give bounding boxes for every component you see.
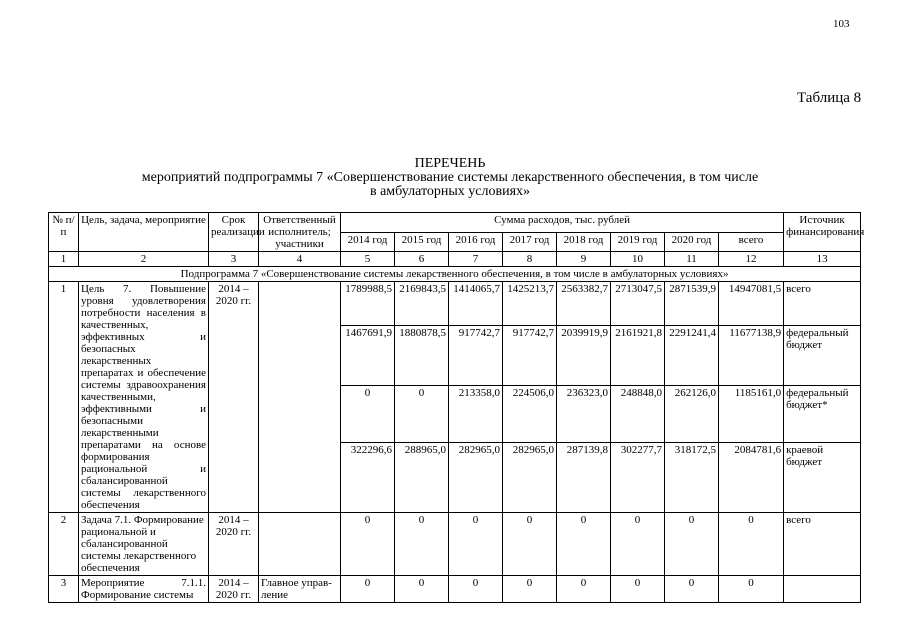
document-title: ПЕРЕЧЕНЬ [414,156,486,171]
header-year: 2019 год [611,232,665,252]
amount-cell: 248848,0 [611,385,665,442]
amount-cell: 0 [395,513,449,576]
header-goal: Цель, задача, мероприятие [79,213,209,252]
header-num: № п/п [49,213,79,252]
amount-cell: 0 [503,576,557,603]
header-year: 2015 год [395,232,449,252]
amount-cell: 2871539,9 [665,282,719,326]
document-subtitle-line-2: в амбулаторных условиях» [369,184,531,199]
amount-cell: 282965,0 [503,443,557,513]
table-row [49,513,861,576]
term-text: 2014 – 2020 гг. [209,576,259,603]
source-cell: краевой бюджет [784,443,861,513]
header-year: 2018 год [557,232,611,252]
header-term: Срок реализации [209,213,259,252]
amount-cell: 0 [395,385,449,442]
row-number: 1 [49,282,79,513]
table-row [49,576,861,603]
column-number: 9 [557,252,611,267]
header-year: 2014 год [341,232,395,252]
amount-total-cell: 11677138,9 [719,326,784,386]
page-number: 103 [833,18,850,30]
amount-cell: 1467691,9 [341,326,395,386]
column-number: 5 [341,252,395,267]
amount-cell: 1414065,7 [449,282,503,326]
amount-total-cell: 2084781,6 [719,443,784,513]
amount-cell: 224506,0 [503,385,557,442]
source-cell: федеральный бюджет [784,326,861,386]
amount-cell: 2169843,5 [395,282,449,326]
executor-text: Главное управ-ление [259,576,341,603]
amount-cell: 0 [557,576,611,603]
column-number: 13 [784,252,861,267]
column-numbers-row [49,252,861,267]
header-year: 2020 год [665,232,719,252]
column-number: 10 [611,252,665,267]
amount-cell: 2713047,5 [611,282,665,326]
amount-total-cell: 0 [719,576,784,603]
amount-cell: 302277,7 [611,443,665,513]
amount-cell: 0 [341,513,395,576]
amount-cell: 2039919,9 [557,326,611,386]
amount-total-cell: 0 [719,513,784,576]
table-row [49,282,861,326]
column-number: 7 [449,252,503,267]
amount-cell: 0 [341,576,395,603]
amount-cell: 2291241,4 [665,326,719,386]
amount-cell: 0 [611,576,665,603]
amount-cell: 213358,0 [449,385,503,442]
source-cell [784,576,861,603]
header-year: 2016 год [449,232,503,252]
amount-cell: 917742,7 [449,326,503,386]
source-cell: всего [784,282,861,326]
amount-cell: 0 [503,513,557,576]
measures-table [48,212,865,603]
source-cell: федеральный бюджет* [784,385,861,442]
amount-cell: 0 [395,576,449,603]
header-row [49,213,861,233]
amount-cell: 322296,6 [341,443,395,513]
subprogram-title: Подпрограмма 7 «Совершенствование системы лекарственного обеспечения, в том числе в амбулаторных условиях» [49,267,861,282]
amount-cell: 0 [449,576,503,603]
term-text: 2014 – 2020 гг. [209,513,259,576]
amount-cell: 0 [665,576,719,603]
column-number: 11 [665,252,719,267]
goal-text: Цель 7. Повышение уровня удовлетворения потребности населения в качественных, эффективных и безопасных лекарственных препаратах и обеспечение системы здравоохранения качественными, эффективными и безопасными лекарственными препаратами на основе формирования рациональной и сбалансированной системы лекарственного обеспечения [79,282,209,513]
amount-cell: 2563382,7 [557,282,611,326]
amount-cell: 236323,0 [557,385,611,442]
header-year: 2017 год [503,232,557,252]
column-number: 12 [719,252,784,267]
row-number: 2 [49,513,79,576]
amount-cell: 1789988,5 [341,282,395,326]
amount-cell: 0 [665,513,719,576]
header-sum: Сумма расходов, тыс. рублей [341,213,784,233]
term-text: 2014 – 2020 гг. [209,282,259,513]
amount-cell: 0 [557,513,611,576]
amount-cell: 282965,0 [449,443,503,513]
amount-cell: 287139,8 [557,443,611,513]
amount-cell: 2161921,8 [611,326,665,386]
amount-total-cell: 1185161,0 [719,385,784,442]
executor-text [259,513,341,576]
goal-text: Задача 7.1. Формирование рациональной и сбалансированной системы лекарственного обеспечения [79,513,209,576]
table-label: Таблица 8 [797,90,862,106]
source-cell: всего [784,513,861,576]
amount-cell: 1880878,5 [395,326,449,386]
document-subtitle-line-1: мероприятий подпрограммы 7 «Совершенствование системы лекарственного обеспечения, в том числе [141,170,759,185]
column-number: 8 [503,252,557,267]
amount-total-cell: 14947081,5 [719,282,784,326]
goal-text: Мероприятие 7.1.1. Формирование системы [79,576,209,603]
row-number: 3 [49,576,79,603]
amount-cell: 0 [611,513,665,576]
amount-cell: 288965,0 [395,443,449,513]
header-year-total: всего [719,232,784,252]
subprogram-row [49,267,861,282]
column-number: 4 [259,252,341,267]
amount-cell: 917742,7 [503,326,557,386]
header-source: Источник финансирования [784,213,861,252]
amount-cell: 318172,5 [665,443,719,513]
column-number: 3 [209,252,259,267]
amount-cell: 0 [341,385,395,442]
amount-cell: 0 [449,513,503,576]
column-number: 2 [79,252,209,267]
column-number: 1 [49,252,79,267]
amount-cell: 1425213,7 [503,282,557,326]
column-number: 6 [395,252,449,267]
executor-text [259,282,341,513]
amount-cell: 262126,0 [665,385,719,442]
header-executor: Ответственный исполнитель; участники [259,213,341,252]
